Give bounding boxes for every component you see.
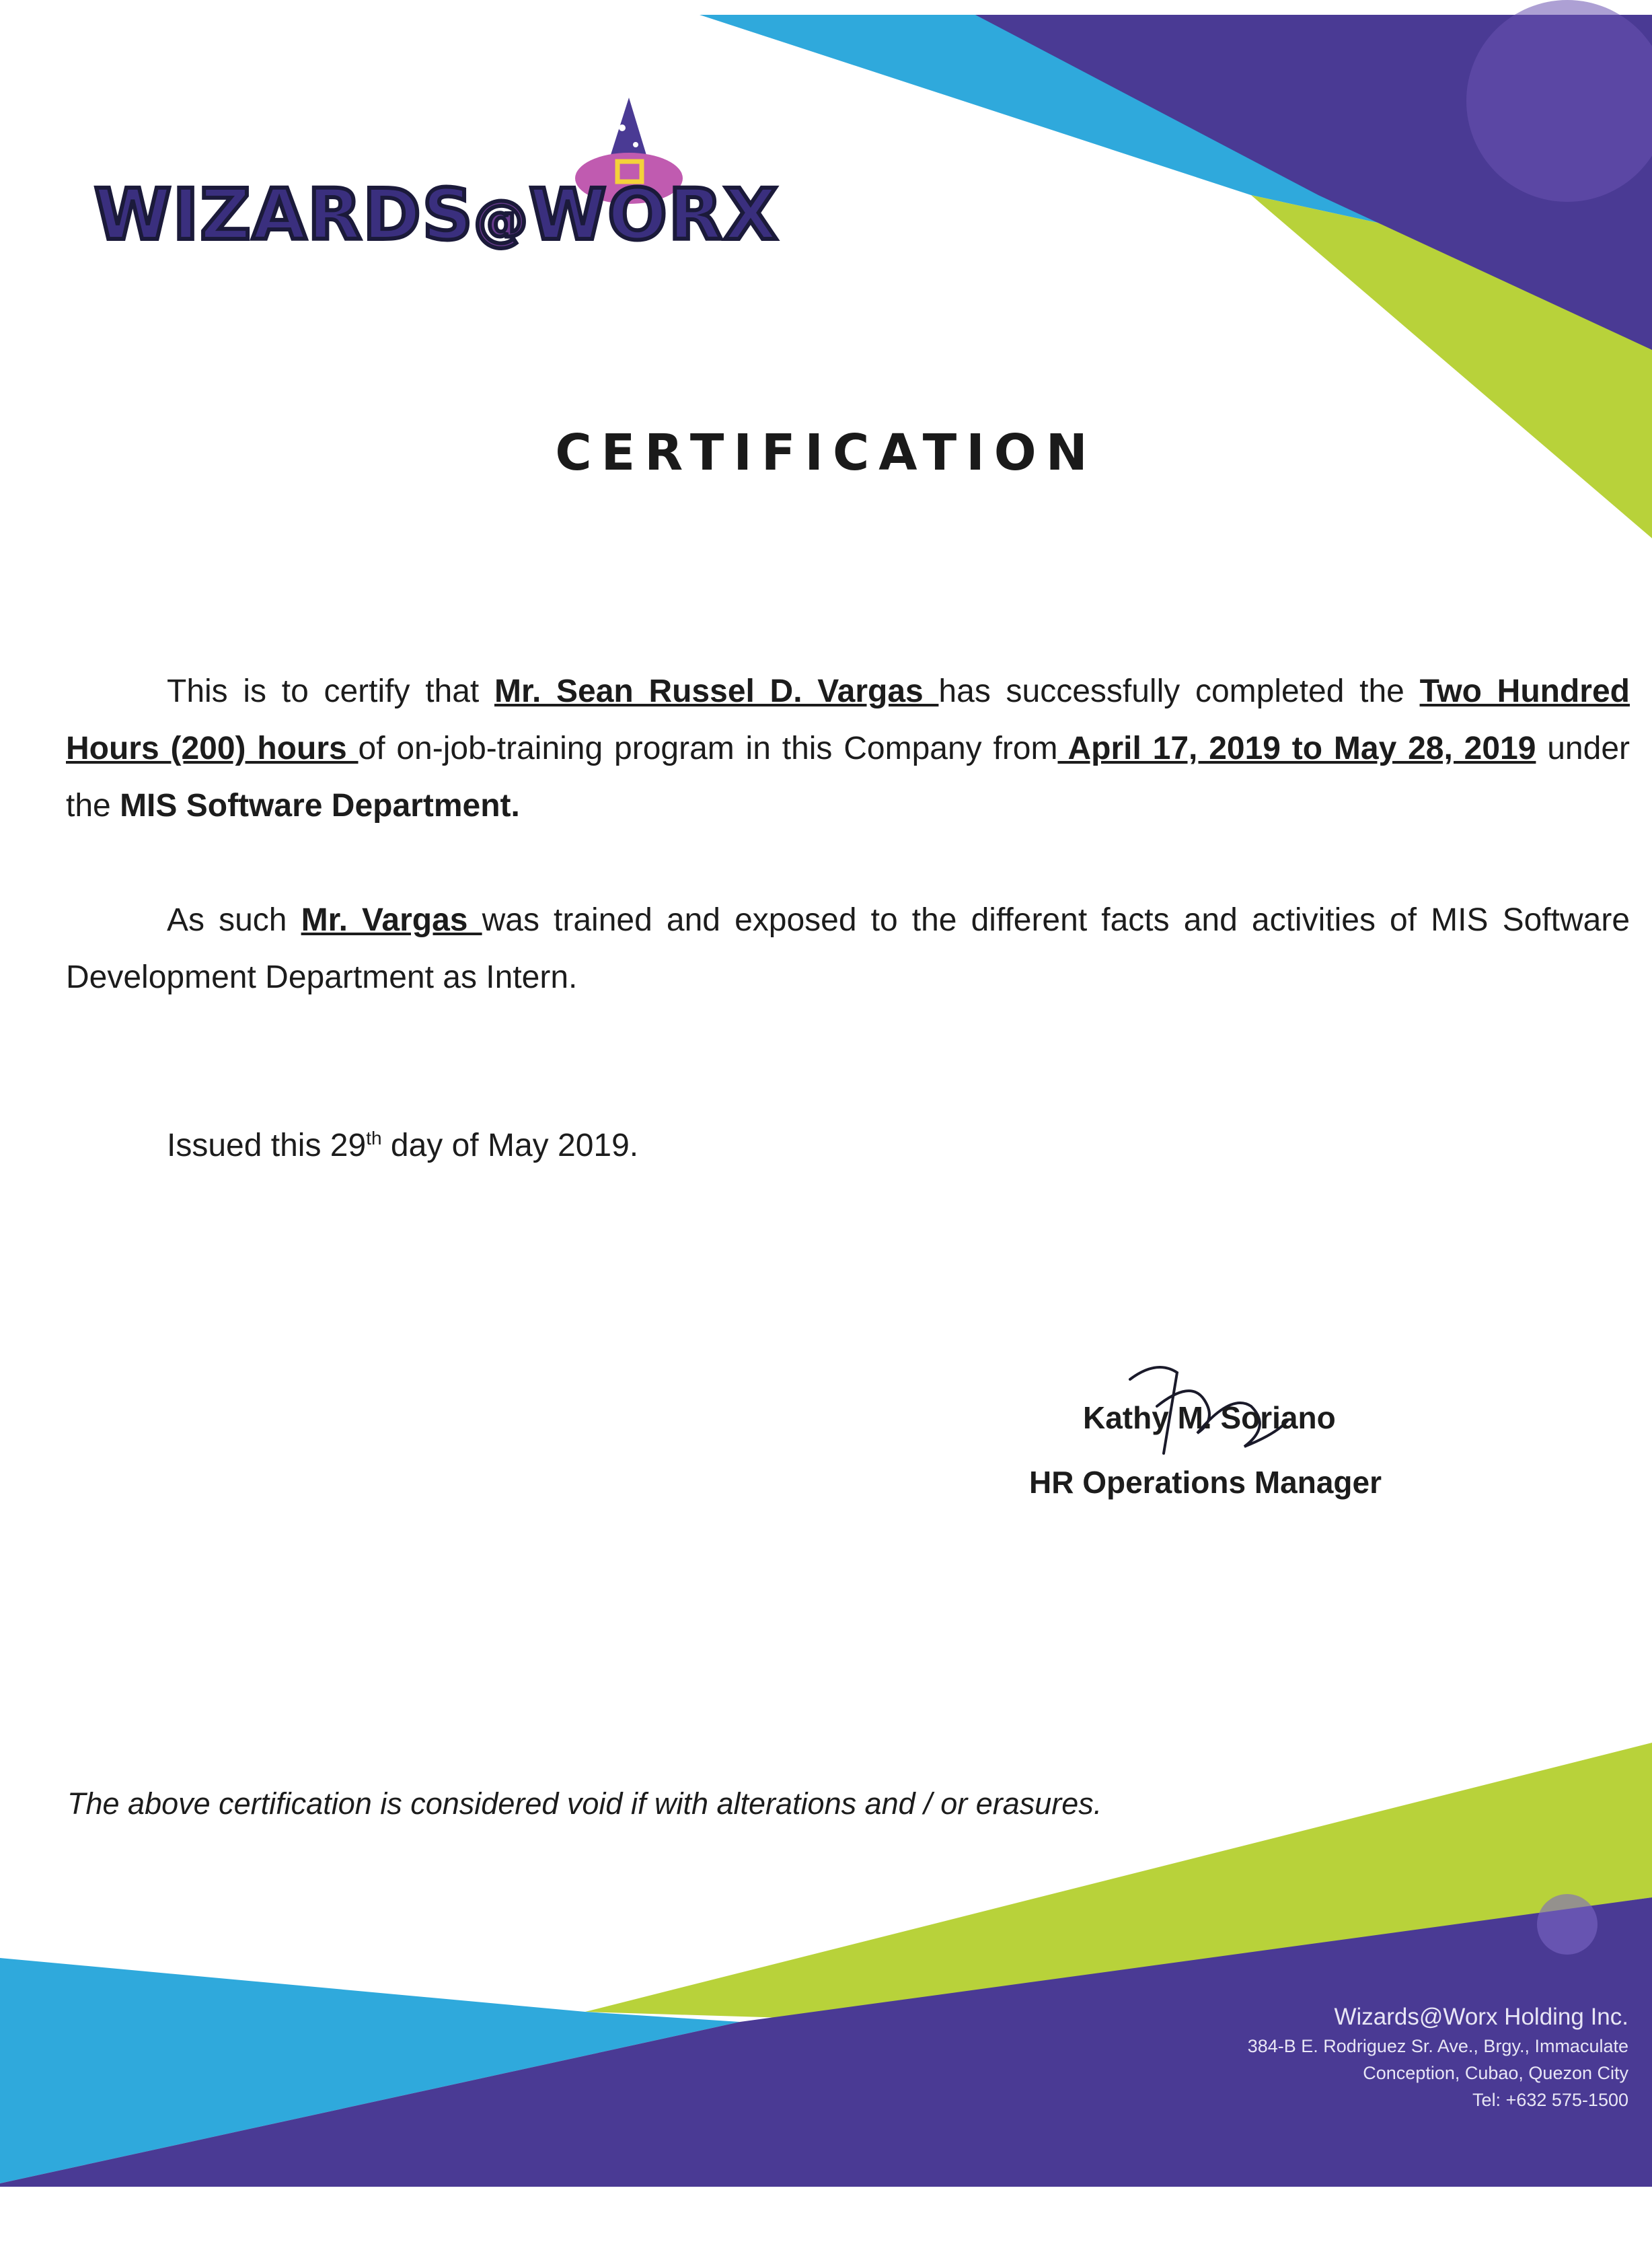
certification-paragraph [66,663,1630,834]
training-paragraph [66,892,1630,1006]
intern-short-name: Mr. Vargas [301,902,482,938]
issued-text-2: day of May 2019. [381,1128,639,1163]
company-logo [94,94,834,256]
company-address-block [1248,2002,1628,2113]
signatory-position: HR Operations Manager [1029,1465,1382,1500]
footer-telephone: Tel: +632 575-1500 [1472,2090,1628,2110]
p1-text-3: of on-job-training program in this Company from [358,731,1058,766]
p1-text-2: has successfully completed the [938,674,1420,709]
void-disclaimer: The above certification is considered void if with alterations and / or erasures. [67,1786,1102,1821]
footer-company-name: Wizards@Worx Holding Inc. [1334,2004,1628,2030]
p2-text-1: As such [167,902,301,938]
training-hours: Two Hundred Hours (200) hours [66,674,1630,766]
logo-wordmark [94,174,779,256]
document-title: CERTIFICATION [555,424,1097,482]
logo-left-text: WIZARDS [94,174,474,256]
footer-address-line2: Conception, Cubao, Quezon City [1363,2063,1628,2083]
signatory-name: Kathy M. Soriano [1083,1400,1336,1435]
issued-text-1: Issued this 29 [167,1128,367,1163]
logo-at-symbol: @ [474,189,529,252]
p1-text-4: under the [66,731,1630,824]
issued-date [167,1127,638,1164]
issued-ordinal: th [366,1128,382,1149]
p1-text-1: This is to certify that [167,674,494,709]
p2-text-2: was trained and exposed to the different facts and activities of MIS Software Development Department as Intern. [66,902,1630,995]
intern-full-name: Mr. Sean Russel D. Vargas [494,674,939,709]
department-name: MIS Software Department. [120,788,520,824]
footer-address-line1: 384-B E. Rodriguez Sr. Ave., Brgy., Immaculate [1247,2036,1628,2056]
logo-right-text: WORX [529,174,780,256]
training-dates: April 17, 2019 to May 28, 2019 [1057,731,1536,766]
bottom-purple-blot [1537,1894,1598,1955]
